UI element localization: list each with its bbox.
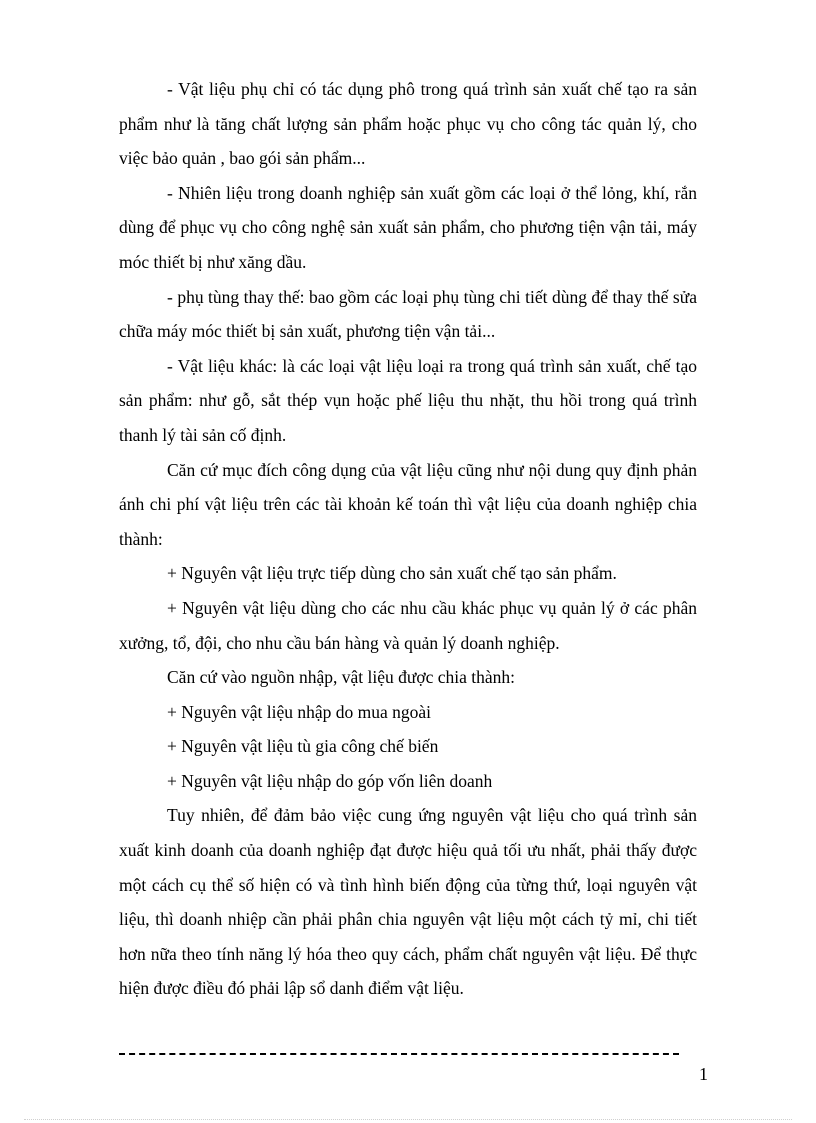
footer-dashed-rule: [119, 1053, 679, 1055]
list-item-self-processed: + Nguyên vật liệu tù gia công chế biến: [167, 736, 439, 757]
paragraph-spare-parts: - phụ tùng thay thế: bao gồm các loại phụ tùng chi tiết dùng để thay thế sửa chữa máy móc thiết bị sản xuất, phương tiện vận tải...: [119, 286, 697, 342]
document-body: [119, 72, 697, 1006]
paragraph-other-materials: - Vật liệu khác: là các loại vật liệu loại ra trong quá trình sản xuất, chế tạo sản phẩm: như gỗ, sắt thép vụn hoặc phế liệu thu nhặt, thu hồi trong quá trình thanh lý tài sản cố định.: [119, 355, 697, 445]
page-edge-divider: [24, 1119, 792, 1120]
list-item-joint-venture: + Nguyên vật liệu nhập do góp vốn liên doanh: [167, 770, 493, 791]
paragraph-classification-by-source: Căn cứ vào nguồn nhập, vật liệu được chia thành:: [167, 667, 515, 688]
paragraph-fuel: - Nhiên liệu trong doanh nghiệp sản xuất gồm các loại ở thể lỏng, khí, rắn dùng để phục vụ cho công nghệ sản xuất sản phẩm, cho phương tiện vận tải, máy móc thiết bị như xăng dầu.: [119, 182, 697, 272]
list-item-purchased: + Nguyên vật liệu nhập do mua ngoài: [167, 701, 432, 722]
paragraph-conclusion: Tuy nhiên, để đảm bảo việc cung ứng nguyên vật liệu cho quá trình sản xuất kinh doanh của doanh nghiệp đạt được hiệu quả tối ưu nhất, phải thấy được một cách cụ thể số hiện có và tình hình biến động của từng thứ, loại nguyên vật liệu, thì doanh nhiệp cần phải phân chia nguyên vật liệu một cách tỷ mỉ, chi tiết hơn nữa theo tính năng lý hóa theo quy cách, phẩm chất nguyên vật liệu. Để thực hiện được điều đó phải lập sổ danh điểm vật liệu.: [119, 805, 697, 999]
list-item-other-needs-materials: + Nguyên vật liệu dùng cho các nhu cầu khác phục vụ quản lý ở các phân xưởng, tổ, đội, cho nhu cầu bán hàng và quản lý doanh nghiệp.: [119, 597, 697, 653]
list-item-direct-materials: + Nguyên vật liệu trực tiếp dùng cho sản xuất chế tạo sản phẩm.: [167, 563, 617, 584]
paragraph-materials-auxiliary: - Vật liệu phụ chỉ có tác dụng phô trong quá trình sản xuất chế tạo ra sản phẩm như là tăng chất lượng sản phẩm hoặc phục vụ cho công tác quản lý, cho việc bảo quản , bao gói sản phẩm...: [119, 79, 697, 169]
page-number: 1: [699, 1064, 708, 1084]
paragraph-classification-by-purpose: Căn cứ mục đích công dụng của vật liệu cũng như nội dung quy định phản ánh chi phí vật liệu trên các tài khoản kế toán thì vật liệu của doanh nghiệp chia thành:: [119, 459, 697, 549]
